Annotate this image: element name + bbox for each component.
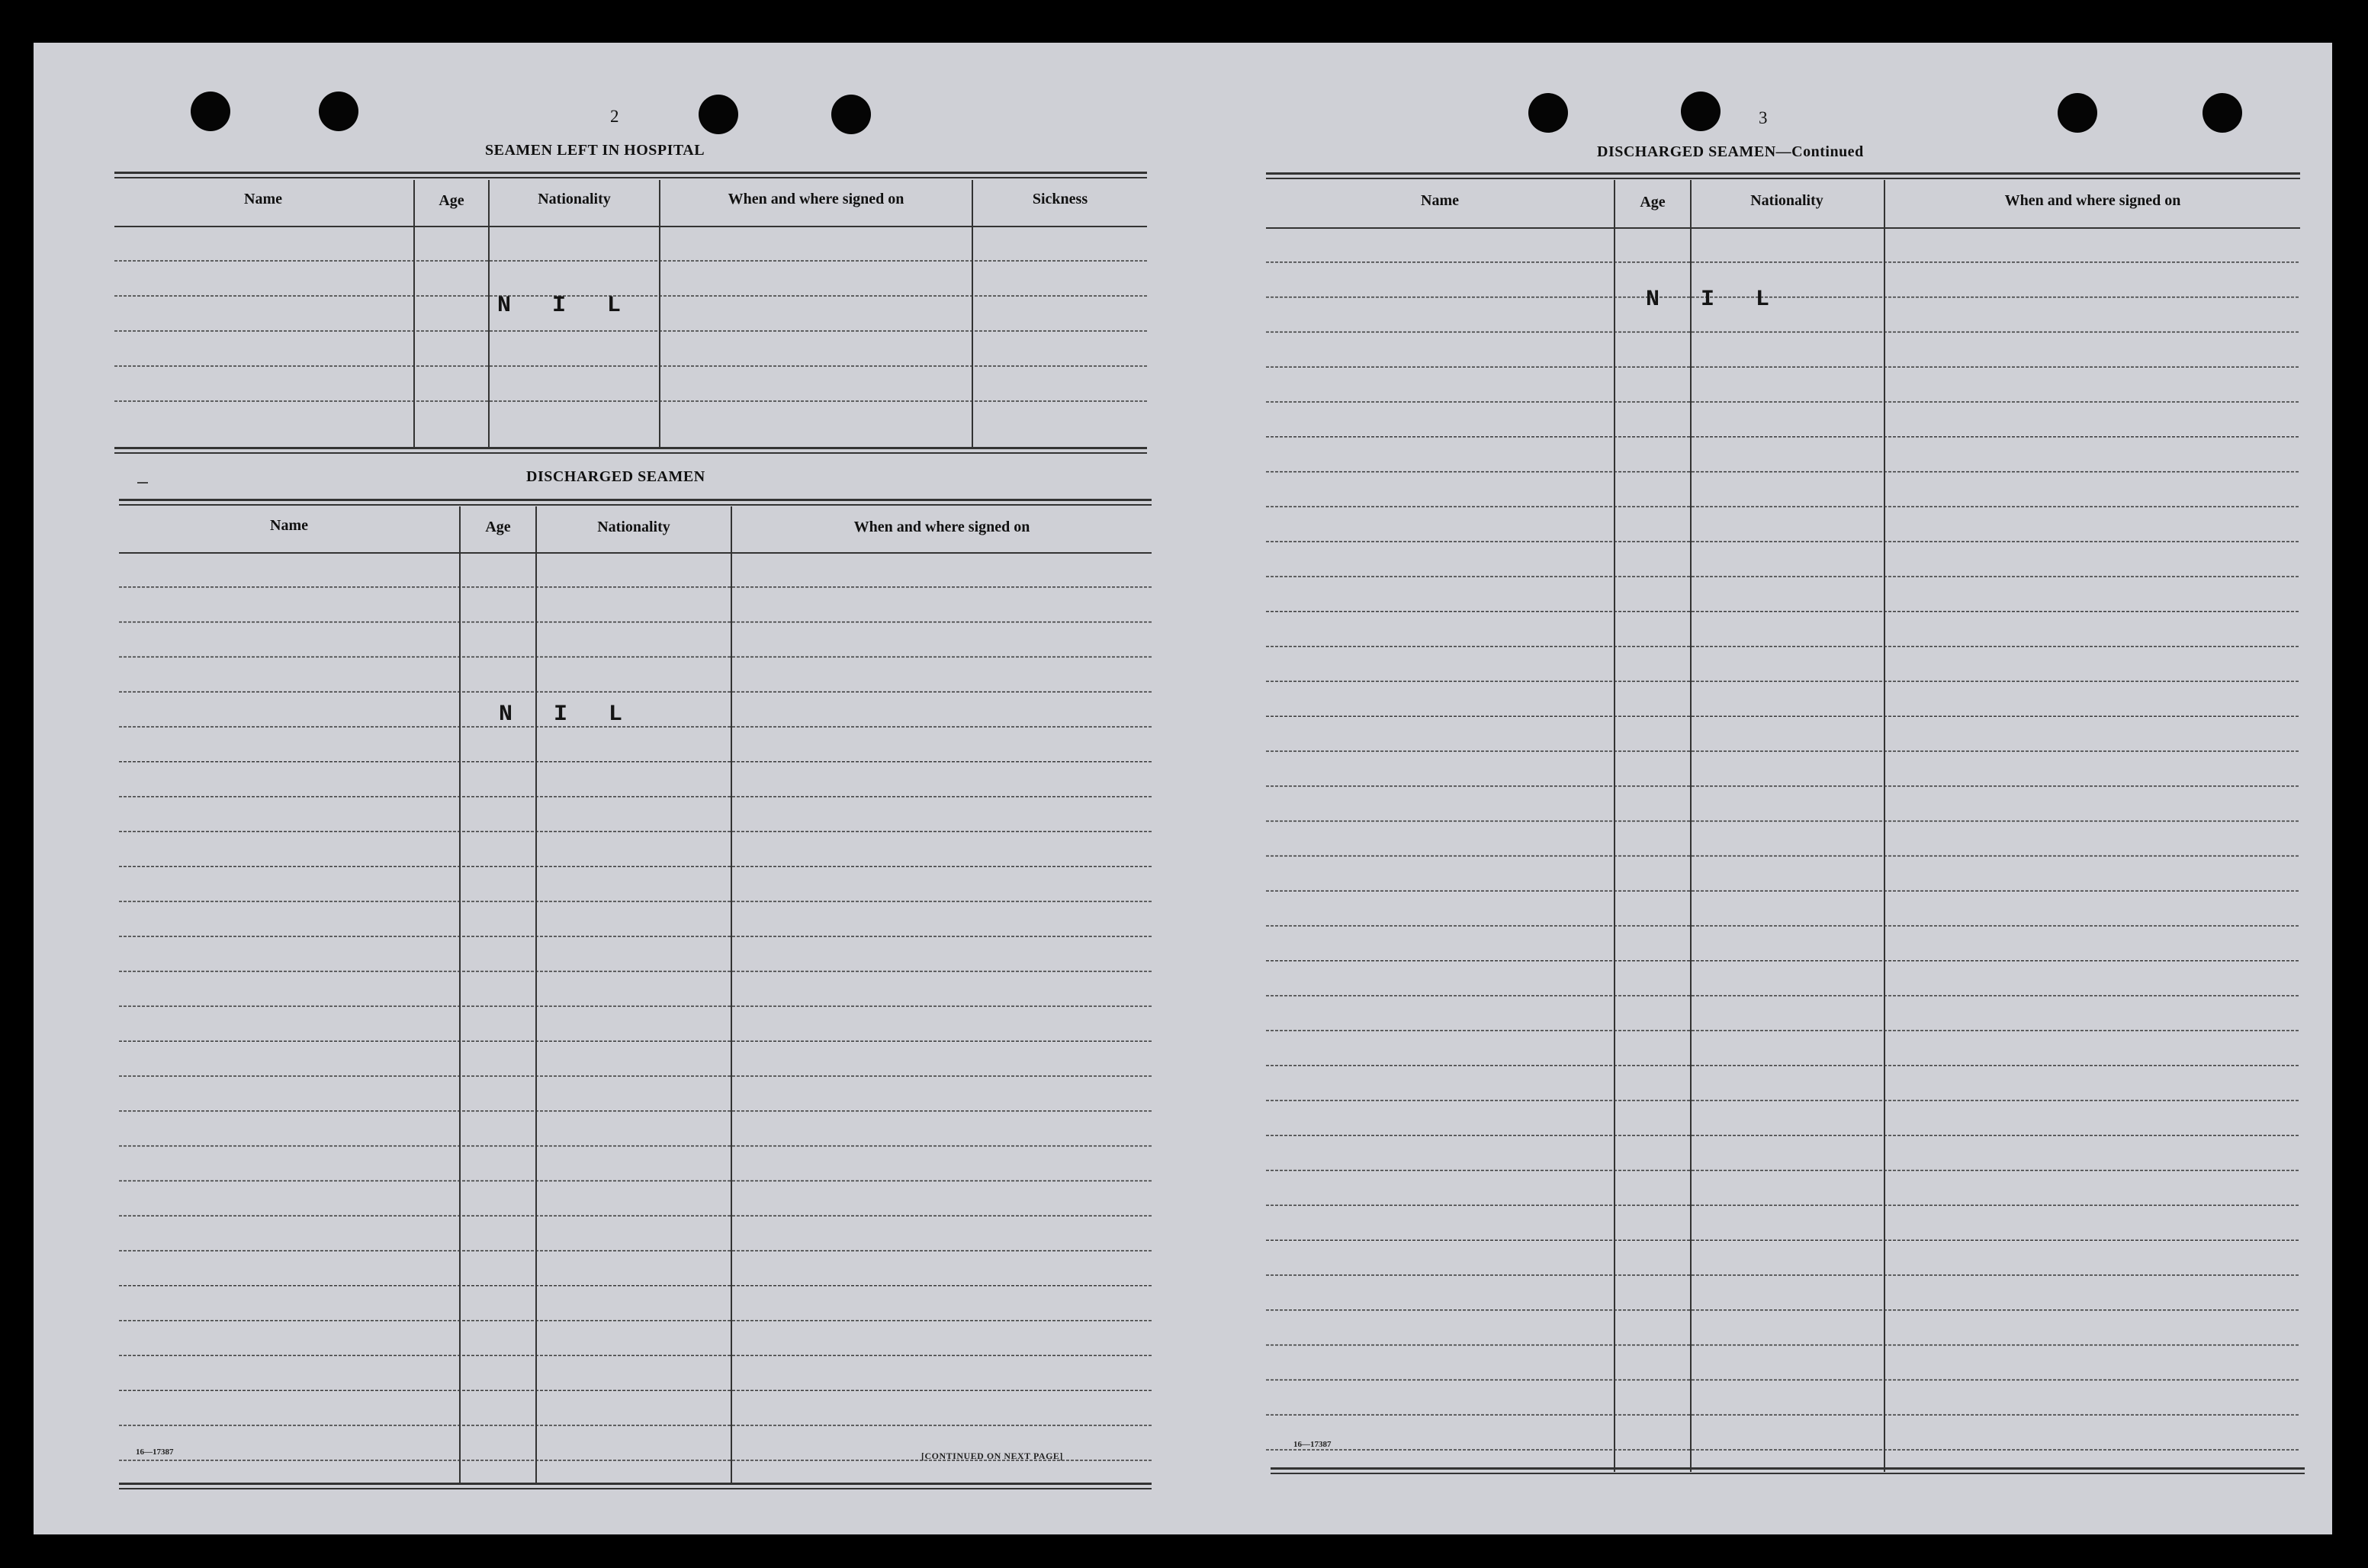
column-header-nationality: Nationality (538, 191, 611, 207)
punch-hole-icon (2203, 93, 2242, 133)
column-header-name: Name (1421, 192, 1459, 209)
punch-hole-icon (319, 92, 358, 131)
discharged-ruled-rows (119, 552, 1152, 1490)
column-header-signed-on: When and where signed on (2004, 192, 2181, 209)
column-header-sickness: Sickness (1032, 191, 1088, 207)
form-number: 16—17387 (136, 1448, 174, 1457)
hospital-section-title: SEAMEN LEFT IN HOSPITAL (485, 142, 705, 159)
page-number: 3 (1759, 108, 1768, 127)
punch-hole-icon (699, 95, 738, 134)
hospital-ruled-rows (114, 226, 1147, 447)
title-suffix: —Continued (1775, 143, 1864, 160)
discharged-section-title: DISCHARGED SEAMEN (526, 468, 705, 485)
column-header-name: Name (244, 191, 282, 207)
column-header-nationality: Nationality (597, 519, 670, 535)
column-header-nationality: Nationality (1750, 192, 1823, 209)
column-header-signed-on: When and where signed on (728, 191, 904, 207)
hospital-nil-entry: N I L (497, 293, 635, 319)
page-number: 2 (610, 107, 619, 126)
discharged-continued-nil-entry: N I L (1646, 287, 1784, 313)
column-header-age: Age (439, 192, 464, 209)
punch-hole-icon (2058, 93, 2097, 133)
form-number: 16—17387 (1293, 1440, 1332, 1449)
punch-hole-icon (1681, 92, 1721, 131)
document-sheet (34, 43, 2332, 1534)
punch-hole-icon (1528, 93, 1568, 133)
column-header-age: Age (1640, 194, 1666, 210)
discharged-continued-ruled-rows (1266, 227, 2308, 1463)
column-header-age: Age (485, 519, 511, 535)
title-text: DISCHARGED SEAMEN (1597, 143, 1776, 160)
punch-hole-icon (831, 95, 871, 134)
column-header-name: Name (270, 517, 308, 534)
discharged-continued-title (1597, 143, 1864, 161)
column-header-signed-on: When and where signed on (853, 519, 1030, 535)
discharged-nil-entry: N I L (499, 702, 637, 728)
punch-hole-icon (191, 92, 230, 131)
continued-note: [CONTINUED ON NEXT PAGE] (921, 1451, 1063, 1461)
